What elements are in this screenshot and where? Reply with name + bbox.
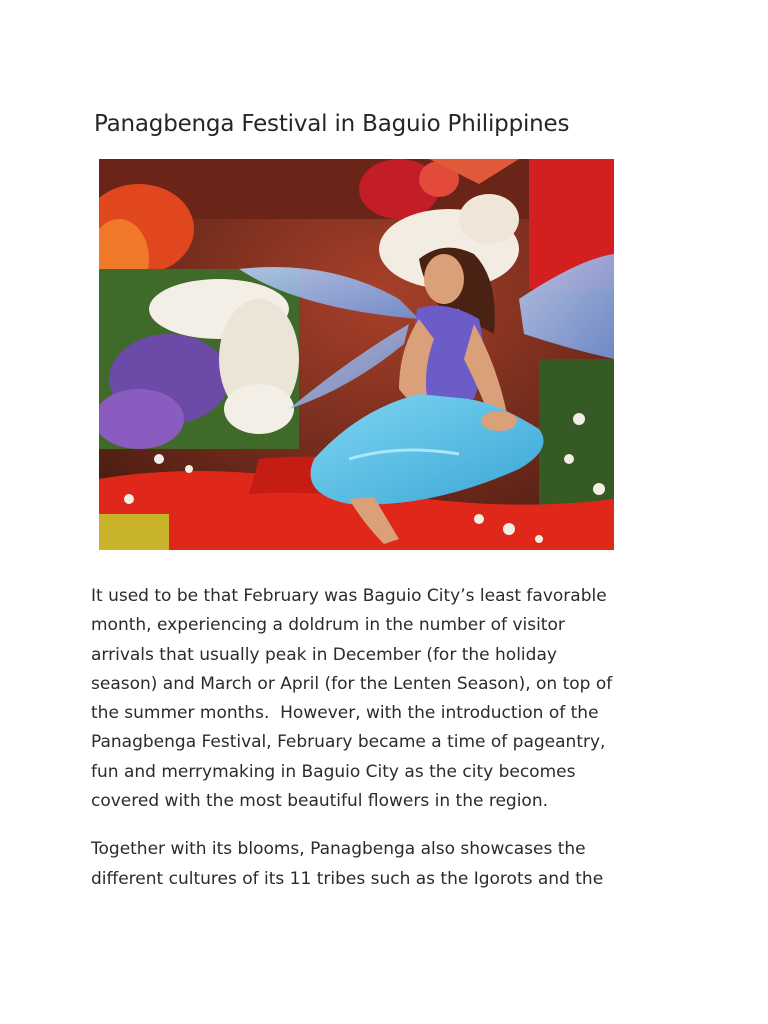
festival-photo — [99, 159, 614, 550]
paragraph-2: Together with its blooms, Panagbenga also showcases the different cultures of its 11 tribes such as the Igorots and the — [91, 839, 604, 889]
face — [424, 254, 464, 304]
article-body — [91, 582, 691, 913]
page-title: Panagbenga Festival in Baguio Philippines — [94, 111, 570, 137]
paragraph-1: It used to be that February was Baguio City’s least favorable month, experiencing a doldrum in the number of visitor arrivals that usually peak in December (for the holiday season) and March or April (for the Lenten Season), on top of the summer months. However, with the introduction of the Panagbenga Festival, February became a time of pageantry, fun and merrymaking in Baguio City as the city becomes covered with the most beautiful flowers in the region. — [91, 586, 613, 812]
